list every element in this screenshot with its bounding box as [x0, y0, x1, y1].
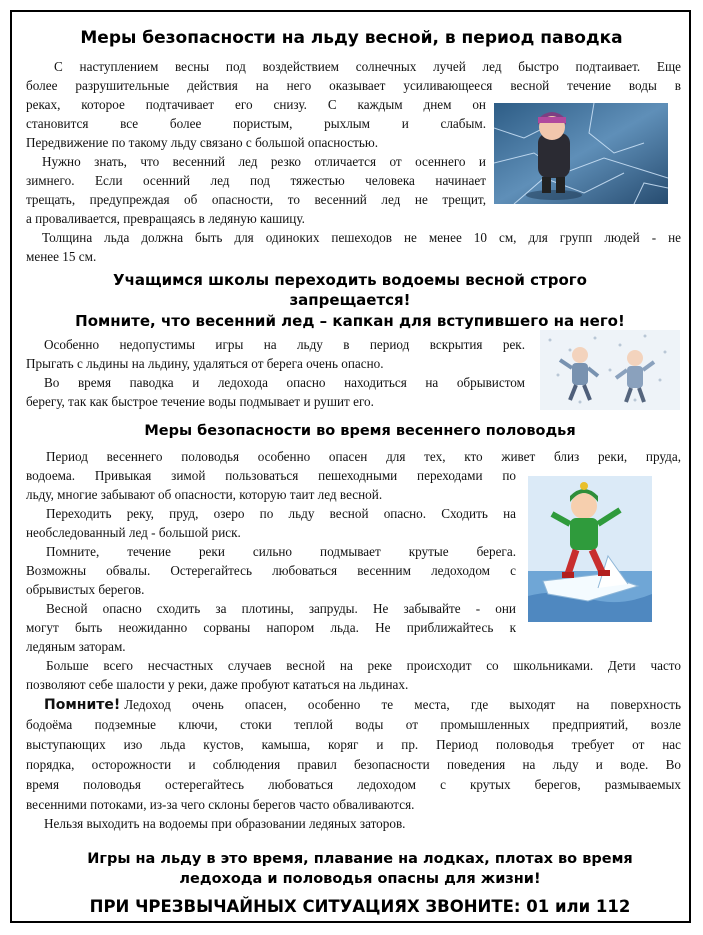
flood-line: льду, многие забывают об опасности, которую таит лед весной.: [26, 487, 383, 502]
remember-label: Помните!: [44, 697, 121, 713]
remember-line: время половодья остерегайтесь любоваться ледоходом с крутых берегов, размываемых: [26, 777, 681, 792]
remember-line: весенними потоками, из-за чего склоны берегов часто обваливаются.: [26, 797, 415, 812]
page-title: Меры безопасности на льду весной, в период паводка: [80, 28, 623, 48]
flood-line: Переходить реку, пруд, озеро по льду весной опасно. Сходить на: [46, 506, 516, 521]
child-on-ice-photo: [494, 103, 668, 204]
intro-line: становится все более пористым, рыхлым и слабым.: [26, 116, 486, 131]
flood-line: Больше всего несчастных случаев весной на реке происходит со школьниками. Дети часто: [46, 658, 681, 673]
flood-line: Возможны обвалы. Остерегайтесь любоваться весенним ледоходом с: [26, 563, 516, 578]
flood-line: Весной опасно сходить за плотины, запруды. Не забывайте - они: [46, 601, 516, 616]
games-line: Особенно недопустимы игры на льду в период вскрытия рек.: [44, 337, 525, 352]
intro-line: Толщина льда должна быть для одиноких пешеходов не менее 10 см, для групп людей - не: [42, 230, 681, 245]
school-warning-line: Учащимся школы переходить водоемы весной строго: [113, 271, 587, 289]
intro-line: более разрушительные действия на него оказывает усиливающееся весной течение воды в: [26, 78, 681, 93]
emergency-phone-line: ПРИ ЧРЕЗВЫЧАЙНЫХ СИТУАЦИЯХ ЗВОНИТЕ: 01 или 112: [89, 897, 631, 916]
section-title-flood: Меры безопасности во время весеннего половодья: [144, 423, 576, 439]
games-line: Во время паводка и ледохода опасно находиться на обрывистом: [44, 375, 525, 390]
intro-line: а проваливается, превращаясь в ледяную кашицу.: [26, 211, 305, 226]
flood-line: позволяют себе шалости у реки, даже пробуют кататься на льдинах.: [26, 677, 409, 692]
flood-line: Помните, течение реки сильно подмывает крутые берега.: [46, 544, 516, 559]
remember-line: Нельзя выходить на водоемы при образовании ледяных заторов.: [44, 816, 406, 831]
intro-line: зимнего. Если осенний лед под тяжестью человека начинает: [26, 173, 486, 188]
flood-line: могут быть неожиданно сорваны напором льда. Не приближайтесь к: [26, 620, 516, 635]
intro-line: трещать, предупреждая об опасности, то весенний лед не трещит,: [26, 192, 486, 207]
flood-line: ледяным заторам.: [26, 639, 126, 654]
kids-snow-illustration: [540, 330, 680, 410]
life-danger-warning-line: Игры на льду в это время, плавание на лодках, плотах во время: [87, 851, 633, 867]
ice-trap-warning: Помните, что весенний лед – капкан для вступившего на него!: [75, 312, 625, 330]
games-line: Прыгать с льдины на льдину, удаляться от берега очень опасно.: [26, 356, 384, 371]
remember-line: выступающих изо льда кустов, камыша, коряг и пр. Период половодья требует от нас: [26, 737, 681, 752]
intro-line: С наступлением весны под воздействием солнечных лучей лед быстро подтаивает. Еще: [54, 59, 681, 74]
flood-line: водоема. Привыкая зимой пользоваться пешеходными переходами по: [26, 468, 516, 483]
remember-line: [44, 696, 681, 714]
school-warning-line: запрещается!: [289, 291, 411, 309]
intro-line: менее 15 см.: [26, 249, 97, 264]
remember-text: Ледоход очень опасен, особенно те места, где выходят на поверхность: [124, 697, 681, 712]
remember-line: порядка, осторожности и соблюдения правил безопасности поведения на льду и воде. Во: [26, 757, 681, 772]
remember-line: бодоёма подземные ключи, стоки теплой воды от промышленных предприятий, возле: [26, 717, 681, 732]
child-on-ice-floe-illustration: [528, 476, 652, 622]
intro-line: реках, которое подтачивает его снизу. С каждым днем он: [26, 97, 486, 112]
intro-line: Нужно знать, что весенний лед резко отличается от осеннего и: [42, 154, 486, 169]
games-line: берегу, так как быстрое течение воды подмывает и рушит его.: [26, 394, 374, 409]
life-danger-warning-line: ледохода и половодья опасны для жизни!: [179, 871, 541, 887]
flood-line: обрывистых берегов.: [26, 582, 145, 597]
flood-line: Период весеннего половодья особенно опасен для тех, кто живет близ реки, пруда,: [46, 449, 681, 464]
flood-line: необследованный лед - большой риск.: [26, 525, 241, 540]
intro-line: Передвижение по такому льду связано с большой опасностью.: [26, 135, 379, 150]
